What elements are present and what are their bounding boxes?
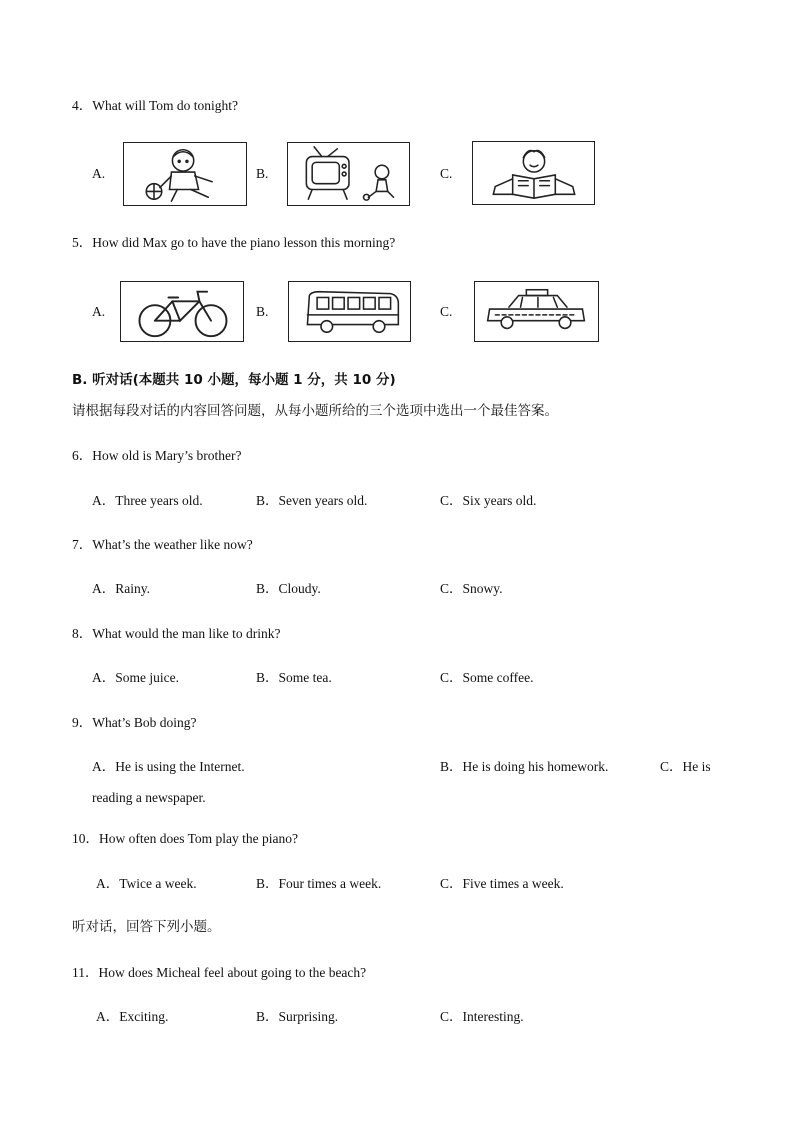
q9-option-b[interactable]: B．He is doing his homework. (440, 759, 609, 774)
listen-note: 听对话，回答下列小题。 (72, 919, 221, 935)
q10-option-b[interactable]: B．Four times a week. (256, 876, 382, 891)
q7-question: 7．What’s the weather like now? (72, 537, 253, 552)
q8-option-a[interactable]: A．Some juice. (92, 670, 179, 685)
section-b-instruction: 请根据每段对话的内容回答问题，从每小题所给的三个选项中选出一个最佳答案。 (72, 403, 558, 419)
boy-playing-basketball-icon[interactable] (123, 142, 247, 206)
q5-option-a-label: A. (92, 304, 106, 319)
q5-option-b-label: B. (256, 304, 269, 319)
q8-option-c[interactable]: C．Some coffee. (440, 670, 534, 685)
q7-option-b[interactable]: B．Cloudy. (256, 581, 321, 596)
q10-question: 10．How often does Tom play the piano? (72, 831, 299, 846)
q8-question: 8．What would the man like to drink? (72, 626, 281, 641)
q9-question: 9．What’s Bob doing? (72, 715, 197, 730)
q6-question: 6．How old is Mary’s brother? (72, 448, 242, 463)
q8-option-b[interactable]: B．Some tea. (256, 670, 332, 685)
boy-reading-book-icon[interactable] (472, 141, 595, 205)
q10-option-a[interactable]: A．Twice a week. (96, 876, 197, 891)
q11-question: 11．How does Micheal feel about going to the beach? (72, 965, 367, 980)
q11-option-b[interactable]: B．Surprising. (256, 1009, 339, 1024)
q9-option-c-continued[interactable]: reading a newspaper. (92, 790, 206, 805)
q6-option-c[interactable]: C．Six years old. (440, 493, 537, 508)
tv-with-child-icon[interactable] (287, 142, 410, 206)
q7-option-c[interactable]: C．Snowy. (440, 581, 503, 596)
q5-question: 5．How did Max go to have the piano lesson this morning? (72, 235, 396, 250)
q6-option-a[interactable]: A．Three years old. (92, 493, 203, 508)
q11-option-a[interactable]: A．Exciting. (96, 1009, 169, 1024)
q5-option-c-label: C. (440, 304, 453, 319)
q11-option-c[interactable]: C．Interesting. (440, 1009, 524, 1024)
bicycle-icon[interactable] (120, 281, 244, 342)
q7-option-a[interactable]: A．Rainy. (92, 581, 150, 596)
q9-option-c[interactable]: C．He is (660, 759, 711, 774)
section-b-heading: B. 听对话(本题共 10 小题，每小题 1 分，共 10 分) (72, 372, 396, 388)
q4-question: 4．What will Tom do tonight? (72, 98, 239, 113)
q4-option-b-label: B. (256, 166, 269, 181)
q6-option-b[interactable]: B．Seven years old. (256, 493, 368, 508)
q10-option-c[interactable]: C．Five times a week. (440, 876, 564, 891)
bus-icon[interactable] (288, 281, 411, 342)
q9-option-a[interactable]: A．He is using the Internet. (92, 759, 245, 774)
q4-option-a-label: A. (92, 166, 106, 181)
q4-option-c-label: C. (440, 166, 453, 181)
taxi-icon[interactable] (474, 281, 599, 342)
